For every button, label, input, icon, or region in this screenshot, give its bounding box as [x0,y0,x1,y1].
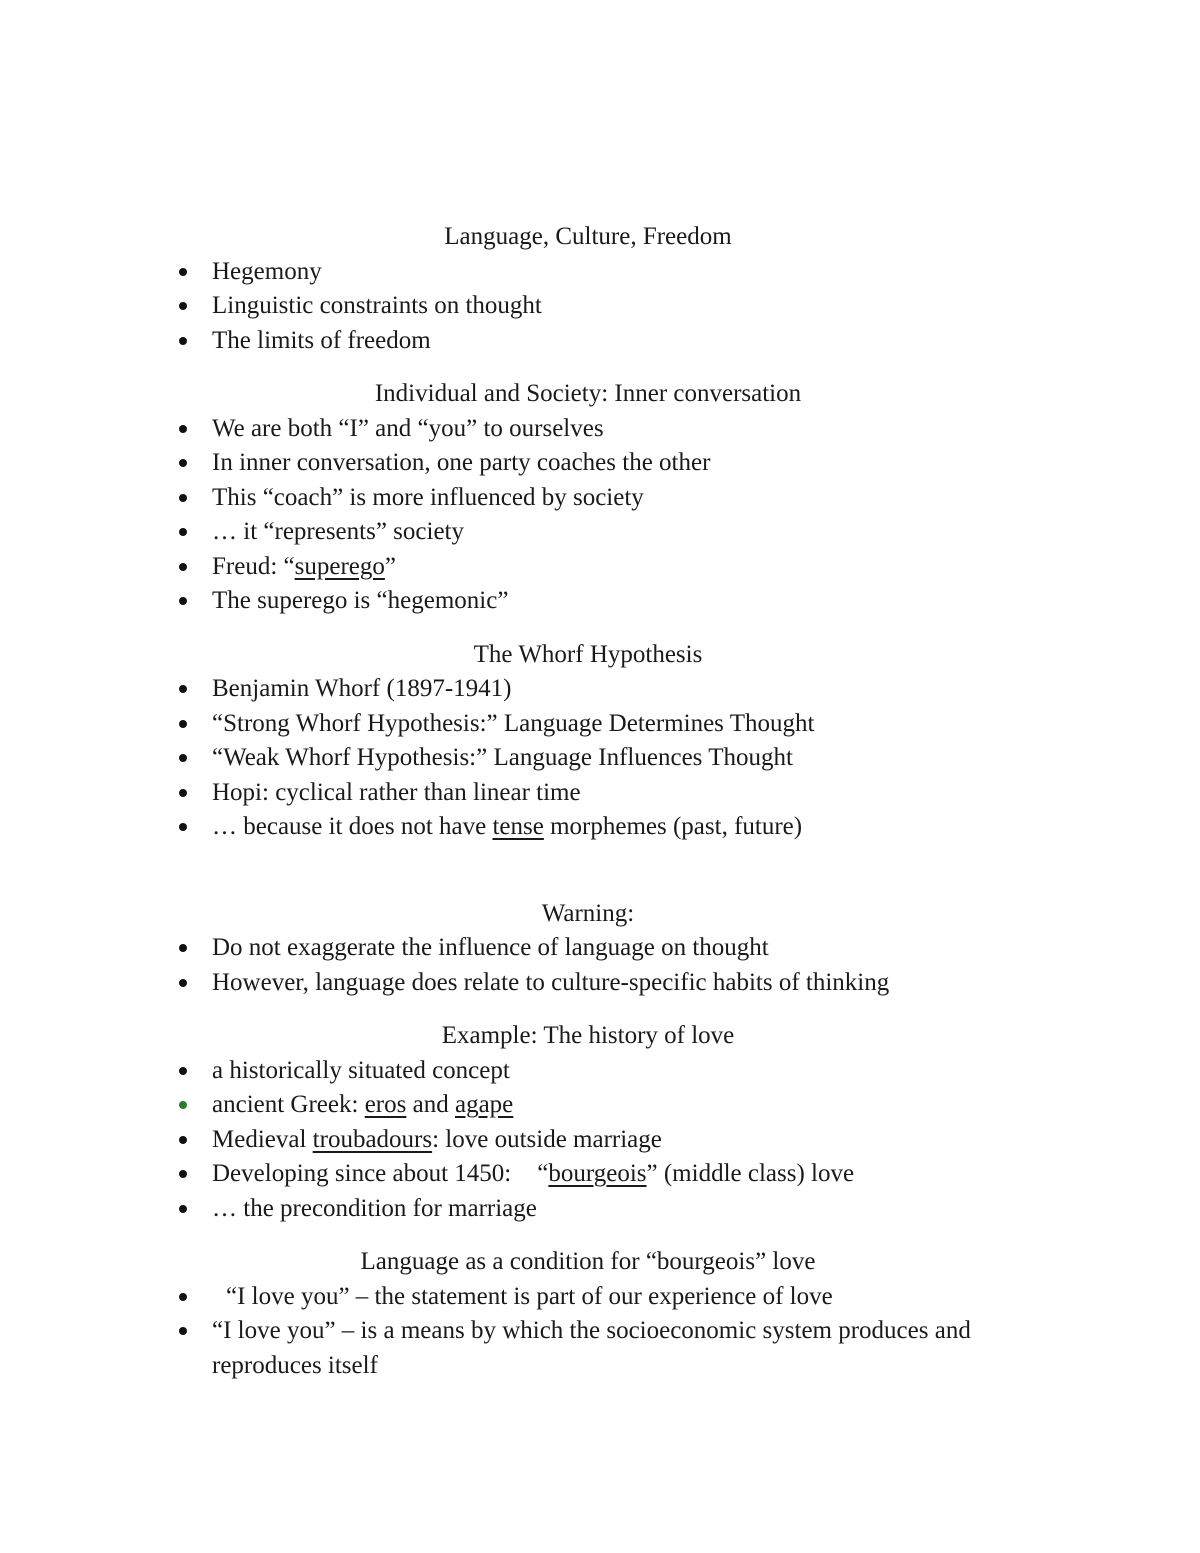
list-item: Benjamin Whorf (1897-1941) [178,672,1018,707]
bullet-icon [179,979,187,987]
underlined-term: agape [454,1091,514,1118]
list-item: … the precondition for marriage [178,1192,1018,1227]
underlined-term: bourgeois [548,1160,647,1187]
list-item: ancient Greek: eros and agape [178,1088,1018,1123]
bullet-icon [179,597,187,605]
section-heading: Language as a condition for “bourgeois” love [360,1248,816,1275]
bullet-icon [179,1327,187,1335]
underlined-term: eros [364,1091,407,1118]
bullet-list [178,255,1018,359]
list-item: Hopi: cyclical rather than linear time [178,776,1018,811]
list-item: This “coach” is more influenced by society [178,481,1018,516]
section-heading: Individual and Society: Inner conversation [374,380,802,407]
list-item: … it “represents” society [178,515,1018,550]
list-item: The superego is “hegemonic” [178,584,1018,619]
section-heading: Language, Culture, Freedom [444,223,732,250]
bullet-list [178,1054,1018,1227]
list-item: a historically situated concept [178,1054,1018,1089]
bullet-list [178,412,1018,619]
list-item: However, language does relate to culture-specific habits of thinking [178,966,1018,1001]
list-item: Hegemony [178,255,1018,290]
list-item: Medieval troubadours: love outside marriage [178,1123,1018,1158]
section-heading: The Whorf Hypothesis [473,640,703,668]
bullet-list [178,672,1018,845]
list-item: The limits of freedom [178,324,1018,359]
bullet-icon [179,302,187,310]
list-item: “I love you” – the statement is part of our experience of love [178,1280,1018,1315]
underlined-term: superego [294,552,385,580]
bullet-icon [179,1205,187,1213]
bullet-icon [179,1170,187,1178]
section-heading: Example: The history of love [441,1022,735,1049]
section-heading: Warning: [541,899,635,927]
list-item: Linguistic constraints on thought [178,289,1018,324]
list-item: Do not exaggerate the influence of language on thought [178,931,1018,966]
bullet-icon [179,337,187,345]
bullet-icon [179,754,187,762]
bullet-icon [179,459,187,467]
bullet-icon [179,944,187,952]
bullet-icon [179,1101,187,1109]
bullet-icon [179,789,187,797]
list-item: In inner conversation, one party coaches the other [178,446,1018,481]
bullet-icon [179,528,187,536]
bullet-icon [179,494,187,502]
document-content [178,220,1018,1383]
underlined-term: tense [492,813,544,840]
bullet-icon [179,563,187,571]
list-item: “Weak Whorf Hypothesis:” Language Influences Thought [178,741,1018,776]
underlined-term: troubadours [312,1125,433,1153]
bullet-icon [179,823,187,831]
list-item: “I love you” – is a means by which the socioeconomic system produces and reproduces itself [178,1314,1018,1383]
bullet-icon [179,1067,187,1075]
list-item: Developing since about 1450: “bourgeois” (middle class) love [178,1157,1018,1192]
list-item: Freud: “superego” [178,550,1018,585]
bullet-list [178,931,1018,1000]
list-item: … because it does not have tense morphemes (past, future) [178,810,1018,845]
bullet-list [178,1280,1018,1384]
bullet-icon [179,1293,187,1301]
bullet-icon [179,720,187,728]
list-item: “Strong Whorf Hypothesis:” Language Determines Thought [178,707,1018,742]
bullet-icon [179,1136,187,1144]
bullet-icon [179,268,187,276]
list-item: We are both “I” and “you” to ourselves [178,412,1018,447]
bullet-icon [179,685,187,693]
bullet-icon [179,425,187,433]
